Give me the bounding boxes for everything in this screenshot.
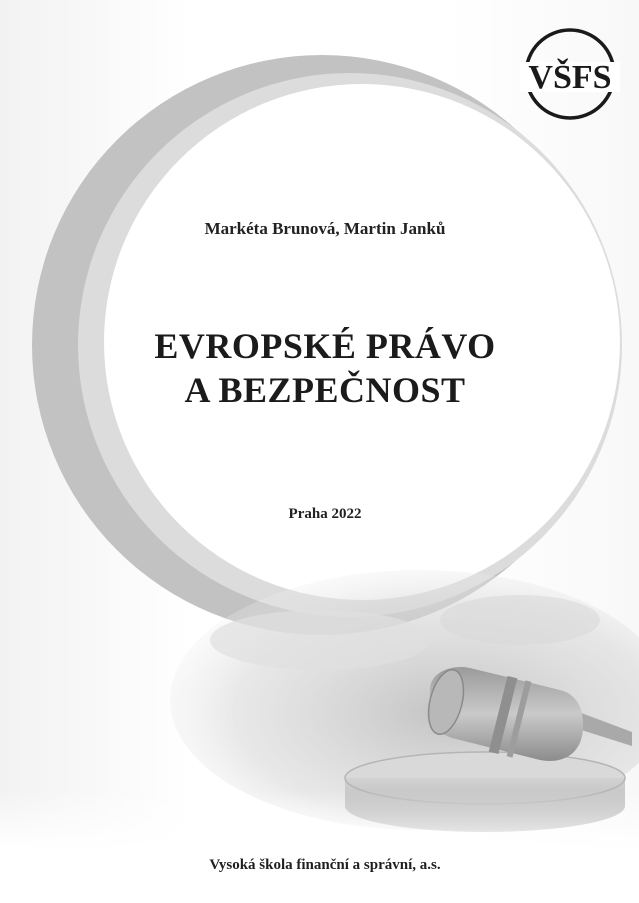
title-line-2: A BEZPEČNOST [184,370,466,410]
vsfs-logo-icon [520,24,620,124]
authors: Markéta Brunová, Martin Janků [204,219,446,238]
publisher: Vysoká škola finanční a správní, a.s. [209,857,441,873]
place-and-year: Praha 2022 [288,506,362,522]
blurred-book [210,610,430,670]
blurred-book-2 [440,595,600,645]
logo-text: VŠFS [528,59,612,96]
book-title [0,324,639,412]
bottom-fade [0,790,639,850]
title-line-1: EVROPSKÉ PRÁVO [154,326,496,366]
